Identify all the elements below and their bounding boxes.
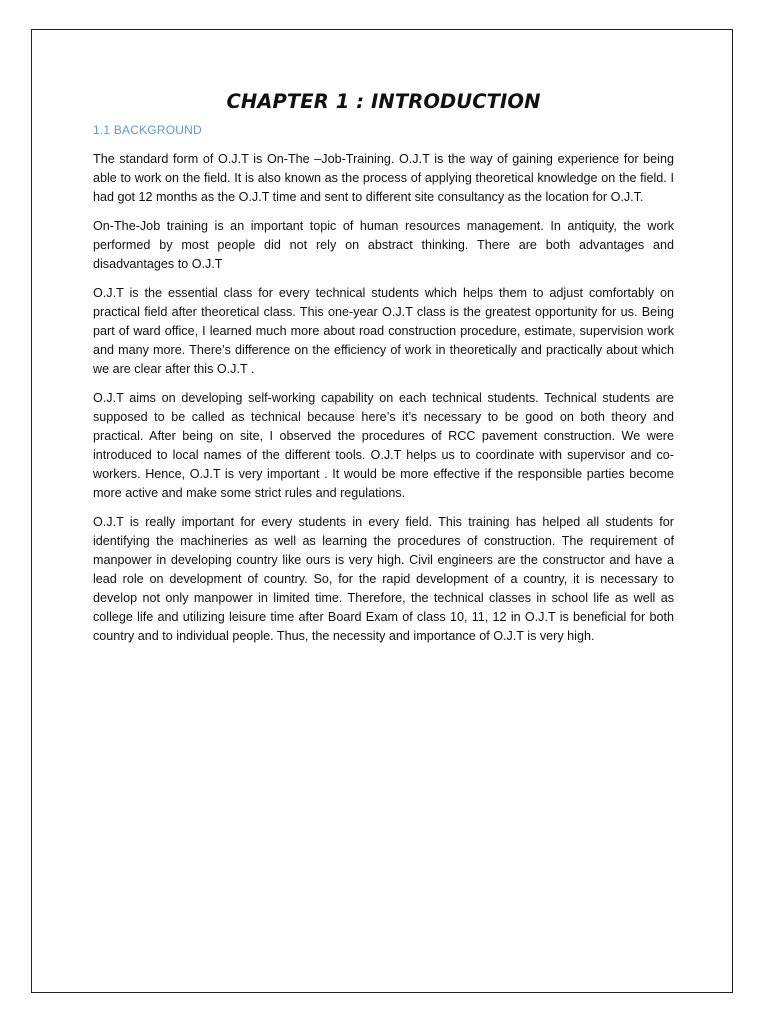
section-heading: 1.1 BACKGROUND xyxy=(93,123,202,137)
paragraph: O.J.T is the essential class for every technical students which helps them to adjust comfortably on practical field after theoretical class. This one-year O.J.T class is the greatest opportunity for us. Being part of ward office, I learned much more about road construction procedure, estimate, supervision work and many more. There’s difference on the efficiency of work in theoretically and practically about which we are clear after this O.J.T . xyxy=(93,286,674,376)
paragraph: O.J.T aims on developing self-working capability on each technical students. Technical students are supposed to be called as technical because here’s it’s necessary to be good on both theory and practical. After being on site, I observed the procedures of RCC pavement construction. We were introduced to local names of the different tools. O.J.T helps us to coordinate with supervisor and co-workers. Hence, O.J.T is very important . It would be more effective if the responsible parties become more active and make some strict rules and regulations. xyxy=(93,391,674,500)
paragraph: On-The-Job training is an important topic of human resources management. In antiquity, the work performed by most people did not rely on abstract thinking. There are both advantages and disadvantages to O.J.T xyxy=(93,219,674,271)
document-body xyxy=(93,90,674,656)
paragraph: O.J.T is really important for every students in every field. This training has helped all students for identifying the machineries as well as learning the procedures of construction. The requirement of manpower in developing country like ours is very high. Civil engineers are the constructor and have a lead role on development of country. So, for the rapid development of a country, it is necessary to develop not only manpower in limited time. Therefore, the technical classes in school life as well as college life and utilizing leisure time after Board Exam of class 10, 11, 12 in O.J.T is beneficial for both country and to individual people. Thus, the necessity and importance of O.J.T is very high. xyxy=(93,515,674,643)
paragraph: The standard form of O.J.T is On-The –Job-Training. O.J.T is the way of gaining experience for being able to work on the field. It is also known as the process of applying theoretical knowledge on the field. I had got 12 months as the O.J.T time and sent to different site consultancy as the location for O.J.T. xyxy=(93,152,674,204)
chapter-title: CHAPTER 1 : INTRODUCTION xyxy=(226,90,541,113)
